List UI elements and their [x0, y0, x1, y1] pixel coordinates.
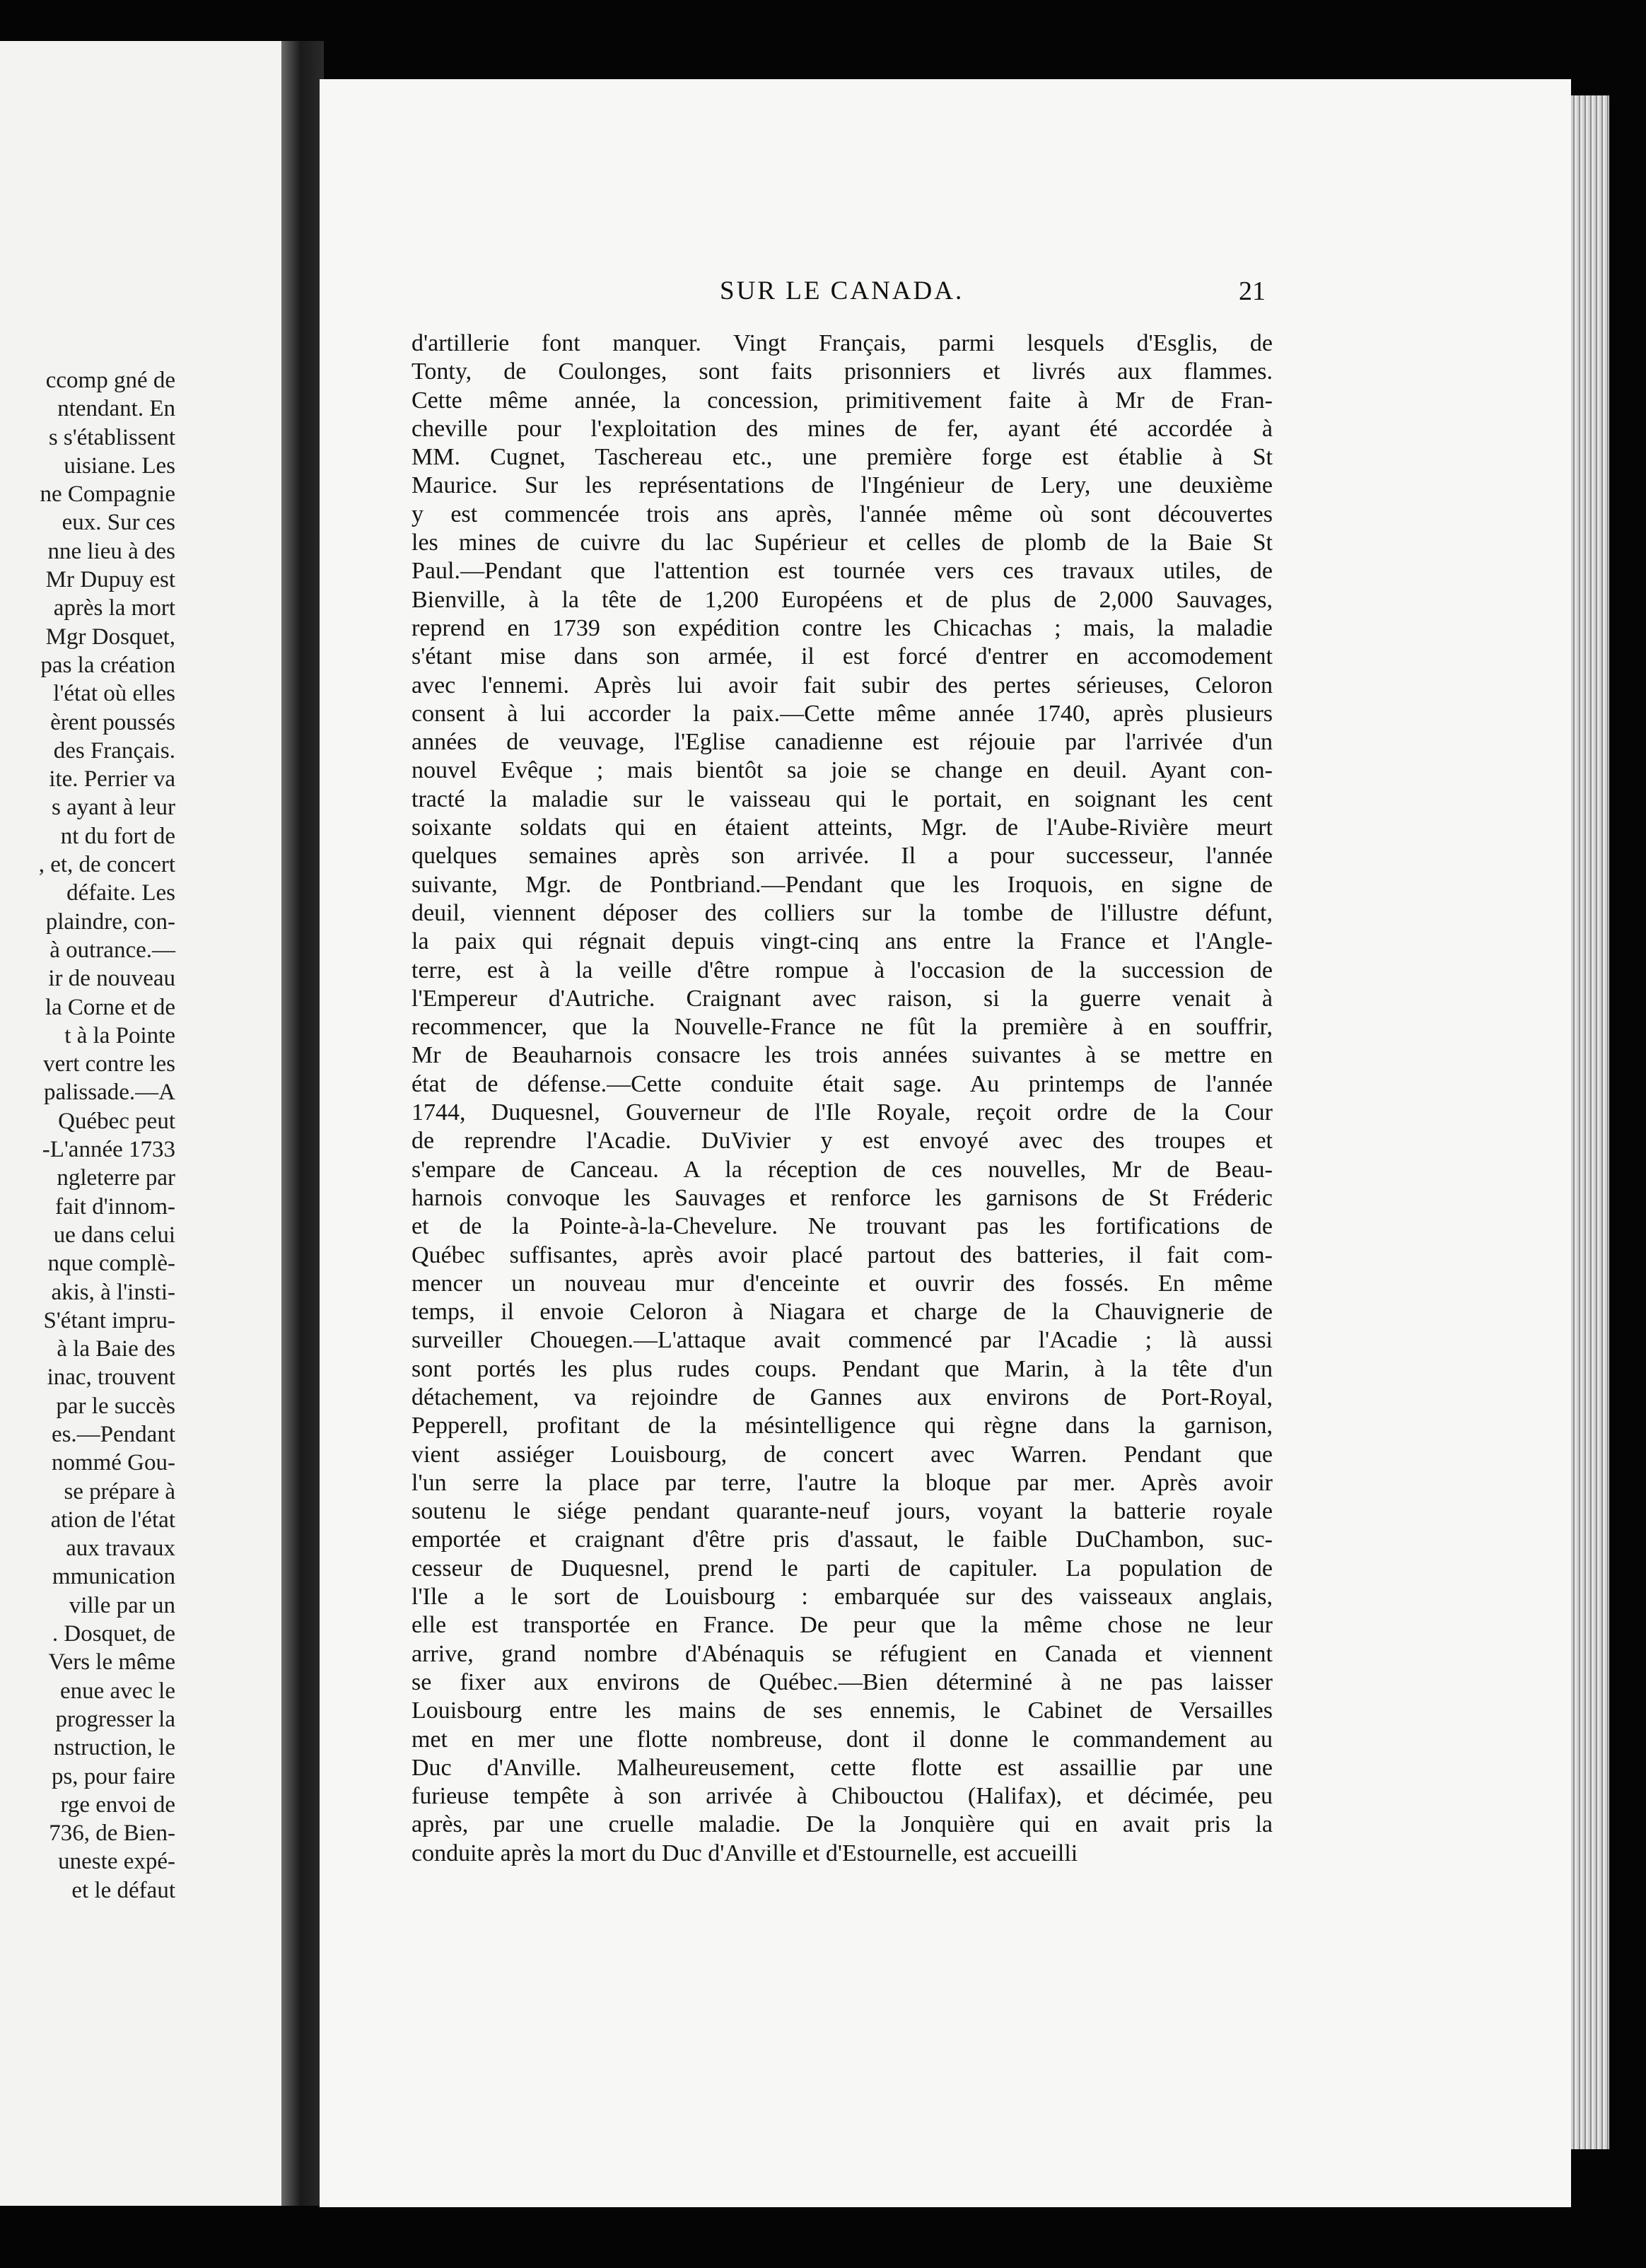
text-line: vert contre les [43, 1051, 175, 1077]
text-line: sont portés les plus rudes coups. Pendant que Marin, à la tête d'un [412, 1355, 1273, 1382]
text-line: arrive, grand nombre d'Abénaquis se réfugient en Canada et viennent [412, 1640, 1273, 1667]
text-line: quelques semaines après son arrivée. Il a pour successeur, l'année [412, 843, 1273, 870]
text-line: et de la Pointe-à-la-Chevelure. Ne trouvant pas les fortifications de [412, 1213, 1273, 1240]
text-line: se fixer aux environs de Québec.—Bien déterminé à ne pas laisser [412, 1668, 1273, 1695]
text-line: palissade.—A [43, 1080, 175, 1106]
text-line: s'étant mise dans son armée, il est forcé d'entrer en accomodement [412, 643, 1273, 670]
text-line: ville par un [69, 1592, 175, 1618]
text-line: plaindre, con- [45, 908, 175, 935]
text-line: après la mort [53, 595, 175, 621]
text-line: nommé Gou- [51, 1450, 175, 1476]
text-line: Québec peut [58, 1108, 175, 1134]
text-line: èrent poussés [50, 709, 175, 735]
text-line: Louisbourg entre les mains de ses ennemis, le Cabinet de Versailles [412, 1697, 1273, 1724]
text-line: s ayant à leur [51, 795, 175, 821]
text-line: recommencer, que la Nouvelle-France ne fût la première à en souffrir, [412, 1014, 1273, 1041]
text-line: uisiane. Les [64, 452, 175, 479]
text-line: avec l'ennemi. Après lui avoir fait subir des pertes sérieuses, Celoron [412, 672, 1273, 698]
text-line: ite. Perrier va [49, 766, 175, 793]
text-line: à la Baie des [57, 1336, 175, 1362]
text-line: nstruction, le [53, 1735, 175, 1761]
text-line: elle est transportée en France. De peur que la même chose ne leur [412, 1612, 1273, 1639]
text-line: nque complè- [47, 1251, 175, 1277]
text-line: aux travaux [66, 1536, 175, 1562]
text-line: uneste expé- [58, 1849, 175, 1875]
text-line: la paix qui régnait depuis vingt-cinq ans entre la France et l'Angle- [412, 928, 1273, 955]
text-line: Pepperell, profitant de la mésintelligence qui règne dans la garnison, [412, 1413, 1273, 1439]
left-page-text [39, 366, 175, 1905]
text-line: Vers le même [48, 1649, 175, 1676]
text-line: ngleterre par [57, 1165, 175, 1191]
text-line: Maurice. Sur les représentations de l'Ingénieur de Lery, une deuxième [412, 472, 1273, 499]
text-line: défaite. Les [66, 880, 175, 906]
text-line: harnois convoque les Sauvages et renforce les garnisons de St Fréderic [412, 1184, 1273, 1211]
text-line: inac, trouvent [47, 1364, 175, 1391]
text-line: Duc d'Anville. Malheureusement, cette flotte est assaillie par une [412, 1754, 1273, 1781]
text-line: MM. Cugnet, Taschereau etc., une première forge est établie à St [412, 444, 1273, 471]
text-line: s s'établissent [48, 424, 175, 450]
text-line: la Corne et de [45, 994, 175, 1020]
text-line: emportée et craignant d'être pris d'assaut, le faible DuChambon, suc- [412, 1526, 1273, 1553]
text-line: enue avec le [59, 1678, 175, 1704]
text-line: eux. Sur ces [62, 510, 175, 536]
text-line: d'artillerie font manquer. Vingt Français, parmi lesquels d'Esglis, de [412, 330, 1273, 356]
text-line: -L'année 1733 [42, 1137, 175, 1163]
text-line: après, par une cruelle maladie. De la Jonquière qui en avait pris la [412, 1811, 1273, 1838]
text-line: es.—Pendant [51, 1421, 175, 1447]
text-line: ps, pour faire [51, 1763, 175, 1789]
text-line: l'état où elles [53, 681, 175, 707]
text-line: , et, de concert [38, 852, 175, 878]
text-line: terre, est à la veille d'être rompue à l'occasion de la succession de [412, 957, 1273, 983]
text-line: détachement, va rejoindre de Gannes aux environs de Port-Royal, [412, 1384, 1273, 1410]
text-line: Mr Dupuy est [45, 567, 175, 593]
text-line: progresser la [55, 1706, 175, 1732]
text-line: Québec suffisantes, après avoir placé partout des batteries, il fait com- [412, 1241, 1273, 1268]
book-gutter [281, 41, 324, 2206]
text-line: soutenu le siége pendant quarante-neuf jours, voyant la batterie royale [412, 1498, 1273, 1525]
text-line: Cette même année, la concession, primitivement faite à Mr de Fran- [412, 387, 1273, 414]
text-line: ir de nouveau [48, 966, 175, 992]
page-edge [1571, 95, 1609, 2149]
text-line: cheville pour l'exploitation des mines de fer, ayant été accordée à [412, 415, 1273, 442]
text-line: rge envoi de [60, 1791, 175, 1818]
text-line: ation de l'état [50, 1507, 175, 1533]
text-line: Tonty, de Coulonges, sont faits prisonniers et livrés aux flammes. [412, 358, 1273, 385]
text-line: de reprendre l'Acadie. DuVivier y est envoyé avec des troupes et [412, 1128, 1273, 1155]
text-line: nouvel Evêque ; mais bientôt sa joie se change en deuil. Ayant con- [412, 757, 1273, 784]
text-line: vient assiéger Louisbourg, de concert avec Warren. Pendant que [412, 1441, 1273, 1468]
text-line: par le succès [56, 1393, 175, 1419]
text-line: furieuse tempête à son arrivée à Chibouctou (Halifax), et décimée, peu [412, 1783, 1273, 1810]
text-line: tracté la maladie sur le vaisseau qui le portait, en soignant les cent [412, 785, 1273, 812]
text-line: nt du fort de [60, 823, 175, 849]
text-line: 1744, Duquesnel, Gouverneur de l'Ile Royale, reçoit ordre de la Cour [412, 1099, 1273, 1126]
text-line: l'Ile a le sort de Louisbourg : embarquée sur des vaisseaux anglais, [412, 1584, 1273, 1611]
text-line: t à la Pointe [64, 1022, 175, 1048]
text-line: y est commencée trois ans après, l'année même où sont découvertes [412, 501, 1273, 527]
text-line: état de défense.—Cette conduite était sage. Au printemps de l'année [412, 1070, 1273, 1097]
text-line: mencer un nouveau mur d'enceinte et ouvrir des fossés. En même [412, 1270, 1273, 1297]
text-line: et le défaut [71, 1877, 175, 1903]
text-line: suivante, Mgr. de Pontbriand.—Pendant que les Iroquois, en signe de [412, 871, 1273, 898]
text-line: mmunication [52, 1564, 175, 1590]
text-line: . Dosquet, de [52, 1621, 175, 1647]
text-line: akis, à l'insti- [51, 1279, 175, 1305]
text-line: Paul.—Pendant que l'attention est tournée vers ces travaux utiles, de [412, 558, 1273, 585]
body-text [412, 329, 1273, 1868]
text-line: se prépare à [64, 1478, 175, 1504]
text-line: cesseur de Duquesnel, prend le parti de capituler. La population de [412, 1555, 1273, 1582]
text-line: pas la création [40, 652, 175, 678]
text-line: temps, il envoie Celoron à Niagara et charge de la Chauvignerie de [412, 1299, 1273, 1326]
text-line: des Français. [53, 737, 175, 764]
text-line: les mines de cuivre du lac Supérieur et celles de plomb de la Baie St [412, 530, 1273, 556]
text-line: consent à lui accorder la paix.—Cette même année 1740, après plusieurs [412, 700, 1273, 727]
left-page [0, 41, 281, 2206]
text-line: s'empare de Canceau. A la réception de ces nouvelles, Mr de Beau- [412, 1156, 1273, 1183]
text-line: Bienville, à la tête de 1,200 Européens et de plus de 2,000 Sauvages, [412, 586, 1273, 613]
text-line: l'un serre la place par terre, l'autre la bloque par mer. Après avoir [412, 1469, 1273, 1496]
text-line: ue dans celui [53, 1222, 175, 1248]
text-line: conduite après la mort du Duc d'Anville et d'Estournelle, est accueilli [412, 1840, 1078, 1866]
text-line: à outrance.— [49, 937, 175, 963]
text-line: reprend en 1739 son expédition contre les Chicachas ; mais, la maladie [412, 614, 1273, 641]
text-line: met en mer une flotte nombreuse, dont il donne le commandement au [412, 1726, 1273, 1753]
text-line: ccomp gné de [45, 368, 175, 393]
text-line: ntendant. En [57, 396, 175, 422]
running-head: SUR LE CANADA. [720, 276, 964, 305]
text-line: nne lieu à des [47, 538, 175, 564]
text-line: fait d'innom- [55, 1193, 175, 1220]
text-line: S'étant impru- [43, 1307, 175, 1333]
text-line: années de veuvage, l'Eglise canadienne est réjouie par l'arrivée d'un [412, 729, 1273, 756]
text-line: ne Compagnie [40, 481, 175, 508]
text-line: surveiller Chouegen.—L'attaque avait commencé par l'Acadie ; là aussi [412, 1327, 1273, 1354]
text-line: Mr de Beauharnois consacre les trois années suivantes à se mettre en [412, 1042, 1273, 1069]
text-line: l'Empereur d'Autriche. Craignant avec raison, si la guerre venait à [412, 985, 1273, 1012]
page-number: 21 [1239, 276, 1266, 306]
text-line: soixante soldats qui en étaient atteints, Mgr. de l'Aube-Rivière meurt [412, 814, 1273, 841]
text-line: Mgr Dosquet, [45, 624, 175, 650]
text-line: 736, de Bien- [49, 1820, 175, 1847]
text-line: deuil, viennent déposer des colliers sur la tombe de l'illustre défunt, [412, 899, 1273, 926]
